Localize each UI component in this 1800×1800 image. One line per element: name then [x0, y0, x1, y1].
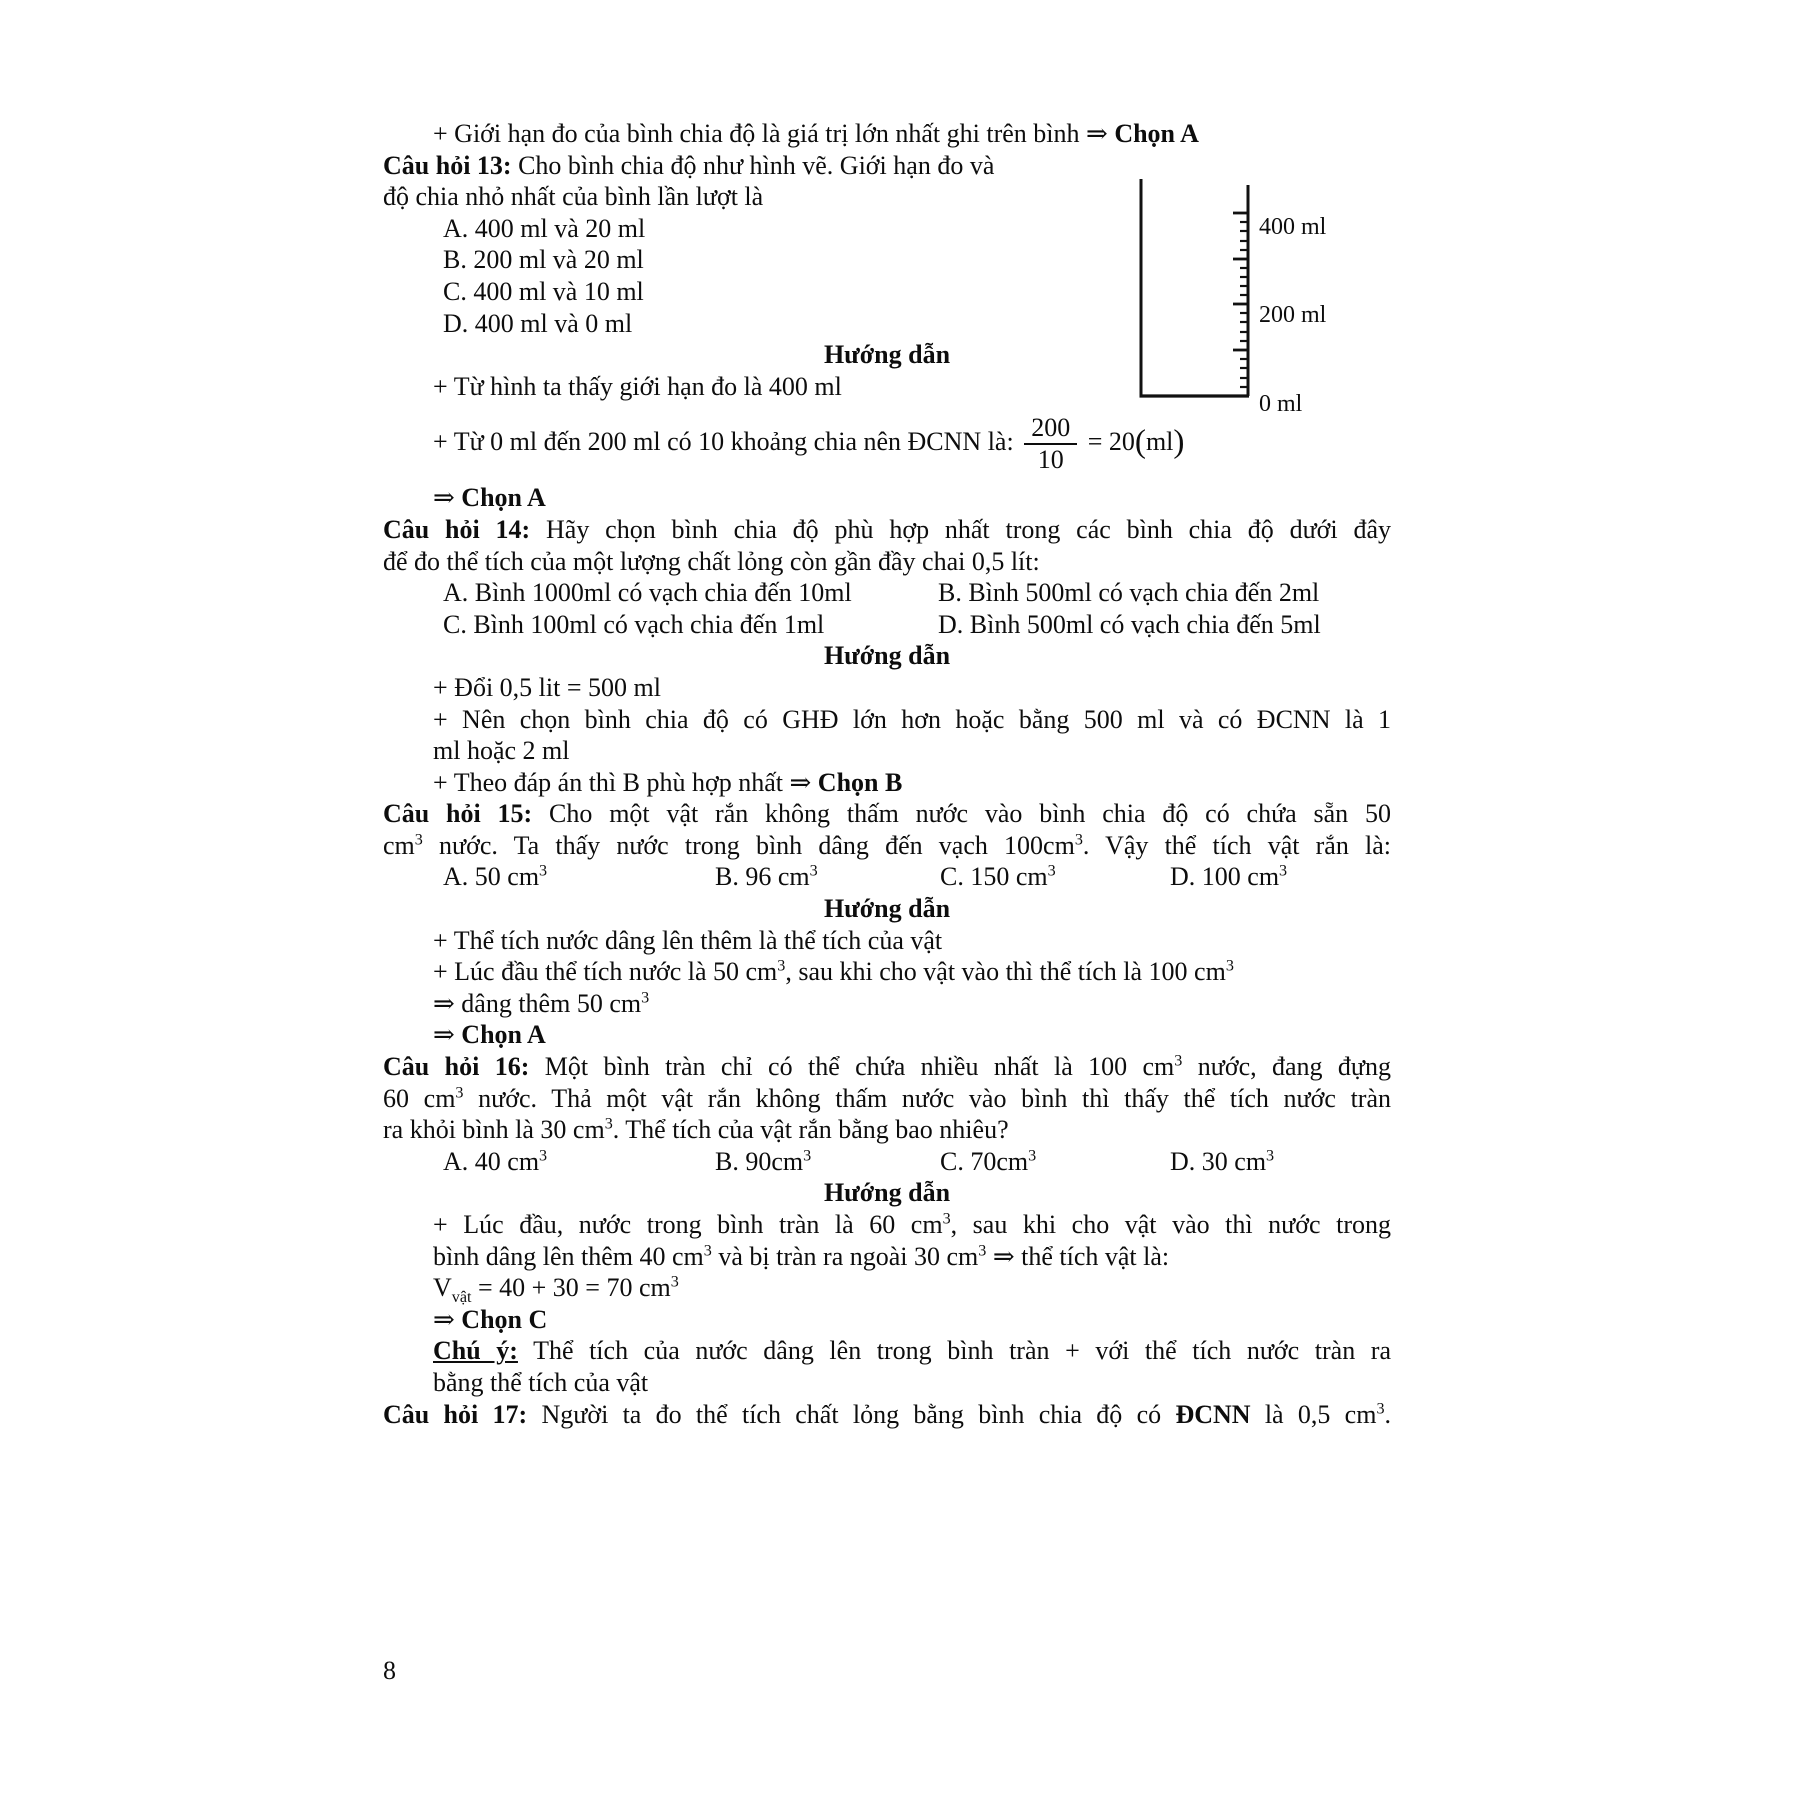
text-segment: + Lúc đầu, nước trong bình tràn là 60 cm: [433, 1210, 943, 1239]
q16-guide-formula: [383, 1272, 1391, 1307]
superscript: 3: [978, 1241, 987, 1259]
text-segment: ml: [1145, 427, 1174, 457]
superscript: 3: [703, 1241, 712, 1259]
text-segment: . Vậy thể tích vật rắn là:: [1082, 830, 1391, 860]
text-segment: Một bình tràn chỉ có thể chứa nhiều nhất là 100 cm: [544, 1052, 1175, 1082]
q14-options-row-2-col-0: [443, 609, 824, 641]
text-segment: + Đổi 0,5 lit = 500 ml: [433, 672, 661, 702]
fraction-numerator: 200: [1024, 414, 1077, 445]
text-segment: để đo thể tích của một lượng chất lỏng còn gần đầy chai 0,5 lít:: [383, 546, 1040, 576]
big-paren: (: [1134, 423, 1146, 461]
superscript: 3: [670, 1273, 679, 1291]
text-segment: độ chia nhỏ nhất của bình lần lượt là: [383, 182, 764, 212]
superscript: 3: [1376, 1399, 1385, 1417]
text-segment: ra khỏi bình là 30 cm: [383, 1115, 605, 1145]
note-line-1: [383, 1335, 1391, 1367]
text-segment: B. 96 cm: [715, 862, 810, 892]
question-16-heading: [383, 1051, 1391, 1083]
text-segment: + Từ hình ta thấy giới hạn đo là 400 ml: [433, 371, 842, 401]
question-16-text-2: [383, 1114, 1391, 1146]
question-15-text: [383, 830, 1391, 862]
graduated-cylinder-drawing: [1137, 172, 1407, 417]
text-segment: Người ta đo thể tích chất lỏng bằng bình chia độ có: [541, 1399, 1176, 1429]
text-segment: B. 90cm: [715, 1146, 804, 1176]
text-segment: A. Bình 1000ml có vạch chia đến 10ml: [443, 578, 852, 608]
q14-options-row-1: [383, 577, 1391, 609]
text-segment: + Từ 0 ml đến 200 ml có 10 khoảng chia nên ĐCNN là:: [433, 427, 1021, 457]
text-segment: D. Bình 500ml có vạch chia đến 5ml: [938, 609, 1321, 639]
text-segment: ⇒ dâng thêm 50 cm: [433, 988, 642, 1018]
text-segment: C. 400 ml và 10 ml: [443, 276, 644, 306]
q14-answer: [383, 767, 1391, 799]
question-17-heading: [383, 1399, 1391, 1431]
bold-underlined-text: Chú ý:: [433, 1336, 518, 1366]
superscript: 3: [414, 831, 423, 849]
q16-guide-1b: [383, 1241, 1391, 1273]
graduated-cylinder-figure: [1137, 172, 1407, 417]
figure-label-400ml: 400 ml: [1259, 214, 1327, 240]
text-segment: B. Bình 500ml có vạch chia đến 2ml: [938, 578, 1320, 608]
bold-text: Câu hỏi 16:: [383, 1052, 545, 1082]
text-segment: Cho bình chia độ như hình vẽ. Giới hạn đo và: [518, 150, 995, 180]
q16-answer: [383, 1304, 1391, 1336]
q14-guide-2b: [383, 735, 1391, 767]
page-number: 8: [383, 1656, 396, 1685]
text-segment: . Thể tích của vật rắn bằng bao nhiêu?: [612, 1115, 1009, 1145]
question-14-text: [383, 546, 1391, 578]
bold-text: Chọn A: [461, 1020, 546, 1050]
q15-guide-2: [383, 956, 1391, 988]
text-segment: Hướng dẫn: [823, 340, 951, 370]
superscript: 3: [1028, 1147, 1037, 1165]
text-segment: nước. Thả một vật rắn không thấm nước vào bình thì thấy thể tích nước tràn: [463, 1083, 1392, 1113]
question-14-heading: [383, 514, 1391, 546]
text-segment: nước. Ta thấy nước trong bình dâng đến vạch 100cm: [422, 830, 1075, 860]
text-segment: A. 400 ml và 20 ml: [443, 213, 646, 243]
text-segment: + Lúc đầu thể tích nước là 50 cm: [433, 957, 778, 987]
text-segment: và bị tràn ra ngoài 30 cm: [711, 1241, 979, 1271]
text-segment: ⇒: [433, 1020, 462, 1050]
text-segment: D. 100 cm: [1170, 862, 1280, 892]
superscript: 3: [539, 862, 548, 880]
answer-line-q12: [383, 118, 1391, 150]
text-segment: bằng thể tích của vật: [433, 1367, 649, 1397]
q16-options-row: [383, 1146, 1391, 1178]
q15-options-row-col-1: [715, 861, 818, 893]
superscript: 3: [641, 989, 650, 1007]
superscript: 3: [809, 862, 818, 880]
fraction-denominator: 10: [1037, 445, 1064, 475]
text-segment: ⇒: [433, 1304, 462, 1334]
text-segment: Hướng dẫn: [823, 1178, 951, 1208]
superscript: 3: [604, 1115, 613, 1133]
superscript: 3: [1279, 862, 1288, 880]
bold-text: Câu hỏi 17:: [383, 1399, 542, 1429]
text-segment: , sau khi cho vật vào thì thể tích là 100 cm: [785, 957, 1226, 987]
q16-guide-1: [383, 1209, 1391, 1241]
text-segment: Cho một vật rắn không thấm nước vào bình chia độ có chứa sẵn 50: [549, 799, 1392, 829]
text-segment: bình dâng lên thêm 40 cm: [433, 1241, 704, 1271]
q16-options-row-col-1: [715, 1146, 811, 1178]
text-segment: nước, đang đựng: [1182, 1052, 1392, 1082]
text-segment: + Giới hạn đo của bình chia độ là giá trị lớn nhất ghi trên bình ⇒: [433, 119, 1115, 148]
q16-options-row-col-3: [1170, 1146, 1274, 1178]
bold-text: Câu hỏi 15:: [383, 799, 550, 829]
text-segment: Hãy chọn bình chia độ phù hợp nhất trong các bình chia độ dưới đây: [546, 514, 1392, 544]
text-segment: + Theo đáp án thì B phù hợp nhất ⇒: [433, 767, 818, 797]
superscript: 3: [1225, 957, 1234, 975]
q15-options-row-col-2: [940, 861, 1056, 893]
q15-options-row: [383, 861, 1391, 893]
text-segment: ⇒: [433, 483, 462, 513]
q14-options-row-1-col-1: [938, 577, 1319, 609]
superscript: 3: [942, 1210, 951, 1228]
bold-text: Câu hỏi 14:: [383, 514, 547, 544]
text-segment: + Nên chọn bình chia độ có GHĐ lớn hơn hoặc bằng 500 ml và có ĐCNN là 1: [433, 704, 1391, 734]
fraction: [1024, 414, 1077, 474]
text-segment: = 40 + 30 = 70 cm: [471, 1273, 671, 1303]
subscript: vật: [451, 1289, 472, 1307]
superscript: 3: [1074, 831, 1083, 849]
guide-heading-q14: [383, 640, 1391, 672]
bold-text: ĐCNN: [1175, 1399, 1251, 1429]
superscript: 3: [1266, 1147, 1275, 1165]
q15-guide-3: [383, 988, 1391, 1020]
text-segment: B. 200 ml và 20 ml: [443, 245, 644, 275]
bold-text: Câu hỏi 13:: [383, 150, 519, 180]
question-16-text-1: [383, 1083, 1391, 1115]
bold-text: Chọn B: [817, 767, 903, 797]
text-segment: 60 cm: [383, 1083, 456, 1113]
text-segment: D. 400 ml và 0 ml: [443, 308, 633, 338]
q15-guide-1: [383, 925, 1391, 957]
text-segment: cm: [383, 830, 415, 860]
text-segment: V: [433, 1273, 452, 1303]
q14-guide-1: [383, 672, 1391, 704]
superscript: 3: [777, 957, 786, 975]
superscript: 3: [1047, 862, 1056, 880]
big-paren: ): [1173, 423, 1185, 461]
text-segment: Hướng dẫn: [823, 894, 951, 924]
text-segment: = 20: [1081, 427, 1135, 457]
text-segment: A. 40 cm: [443, 1146, 540, 1176]
q14-options-row-1-col-0: [443, 577, 852, 609]
bold-text: Chọn A: [461, 483, 546, 513]
q15-answer: [383, 1019, 1391, 1051]
text-segment: A. 50 cm: [443, 862, 540, 892]
q13-answer: [383, 482, 1391, 514]
text-segment: D. 30 cm: [1170, 1146, 1267, 1176]
q15-options-row-col-0: [443, 861, 547, 893]
question-15-heading: [383, 798, 1391, 830]
q16-options-row-col-0: [443, 1146, 547, 1178]
superscript: 3: [803, 1147, 812, 1165]
superscript: 3: [1174, 1052, 1183, 1070]
text-segment: C. 150 cm: [940, 862, 1048, 892]
q14-options-row-2-col-1: [938, 609, 1321, 641]
text-segment: C. 70cm: [940, 1146, 1029, 1176]
superscript: 3: [539, 1147, 548, 1165]
bold-text: Chọn C: [461, 1304, 548, 1334]
superscript: 3: [455, 1083, 464, 1101]
text-segment: , sau khi cho vật vào thì nước trong: [950, 1210, 1392, 1239]
text-segment: + Thể tích nước dâng lên thêm là thể tích của vật: [433, 925, 943, 955]
text-segment: Hướng dẫn: [823, 641, 951, 671]
text-segment: ml hoặc 2 ml: [433, 736, 570, 766]
note-line-2: [383, 1367, 1391, 1399]
q14-guide-2: [383, 704, 1391, 736]
q14-options-row-2: [383, 609, 1391, 641]
q15-options-row-col-3: [1170, 861, 1287, 893]
figure-label-0ml: 0 ml: [1259, 391, 1303, 417]
text-segment: .: [1384, 1399, 1392, 1429]
text-segment: ⇒ thể tích vật là:: [986, 1241, 1170, 1271]
bold-text: Chọn A: [1114, 119, 1199, 148]
figure-label-200ml: 200 ml: [1259, 302, 1327, 328]
text-segment: C. Bình 100ml có vạch chia đến 1ml: [443, 609, 825, 639]
text-segment: là 0,5 cm: [1250, 1399, 1377, 1429]
guide-heading-q16: [383, 1177, 1391, 1209]
q16-options-row-col-2: [940, 1146, 1036, 1178]
guide-heading-q15: [383, 893, 1391, 925]
text-segment: Thể tích của nước dâng lên trong bình tràn + với thể tích nước tràn ra: [517, 1336, 1391, 1366]
